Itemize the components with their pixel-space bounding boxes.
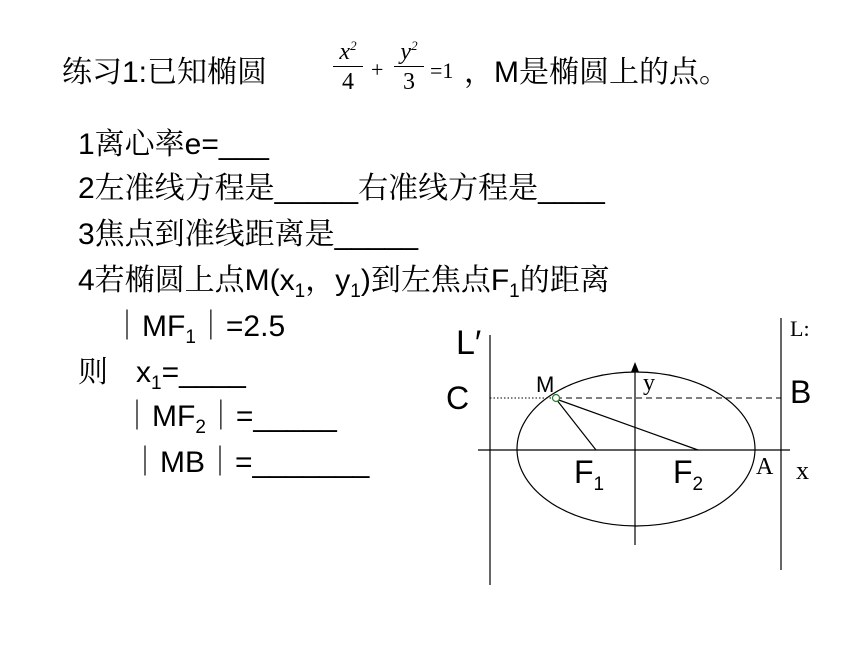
mb-answer: ｜MB｜=_______	[130, 446, 370, 479]
then-label: 则	[78, 356, 108, 389]
question-4: 4若椭圆上点$M(x_1$，$y_1$)到左焦点$F_1$的距离	[78, 264, 610, 302]
label-L-prime: L′	[456, 324, 482, 362]
label-y: y	[643, 370, 655, 396]
label-A: A	[756, 454, 774, 480]
label-B: B	[790, 374, 812, 410]
y-axis-arrow	[631, 362, 639, 372]
label-L: L:	[790, 316, 810, 341]
equals-one: =1	[430, 58, 454, 83]
question-2: 2左准线方程是_____右准线方程是____	[78, 172, 605, 205]
label-F1: $F_1$	[574, 454, 605, 495]
question-1: 1离心率e=___	[78, 128, 269, 161]
label-C: C	[446, 380, 470, 416]
fraction-x2-over-4: $x^2$ 4	[333, 38, 363, 97]
mf2-answer: $|MF_2|=\_\_\_\_\_$	[122, 400, 337, 438]
segment-MF2	[556, 399, 698, 450]
label-F2: $F_2$	[673, 454, 704, 495]
label-x: x	[796, 456, 809, 485]
question-3: 3焦点到准线距离是_____	[78, 218, 419, 251]
label-M: M	[536, 372, 555, 397]
x1-answer: $x_1=\_\_\_\_$	[136, 356, 246, 394]
plus-sign: +	[371, 57, 384, 82]
heading-suffix: ，M是椭圆上的点。	[464, 56, 729, 89]
fraction-y2-over-3: $y^2$ 3	[394, 38, 424, 97]
heading-prefix: 练习1:已知椭圆	[62, 56, 268, 89]
mf1-distance: $|MF_1|=2.5$	[112, 310, 286, 348]
